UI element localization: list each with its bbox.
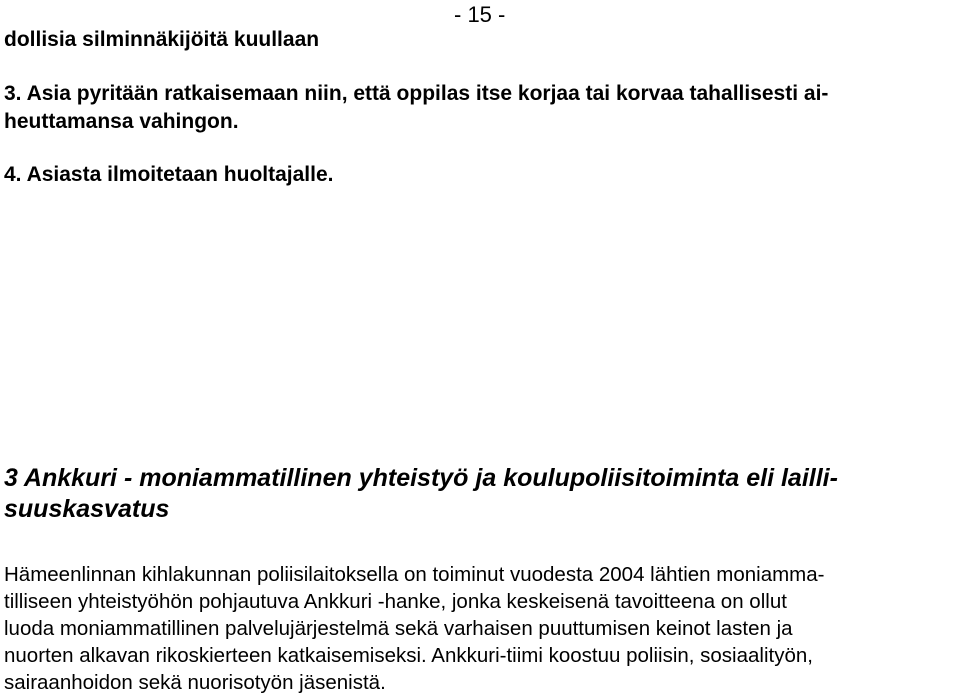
list-item-3-line-1: 3. Asia pyritään ratkaisemaan niin, että oppilas itse korjaa tai korvaa tahallisesti ai- bbox=[4, 82, 829, 105]
section-heading-line-1: 3 Ankkuri - moniammatillinen yhteistyö ja koulupoliisitoiminta eli lailli- bbox=[4, 464, 838, 492]
paragraph-line: tilliseen yhteistyöhön pohjautuva Ankkuri -hanke, jonka keskeisenä tavoitteena on ollut bbox=[4, 590, 787, 613]
paragraph-line: Hämeenlinnan kihlakunnan poliisilaitoksella on toiminut vuodesta 2004 lähtien moniamma- bbox=[4, 563, 825, 586]
paragraph-line: luoda moniammatillinen palvelujärjestelmä sekä varhaisen puuttumisen keinot lasten ja bbox=[4, 617, 793, 640]
page-number: - 15 - bbox=[454, 2, 506, 27]
list-item-3-line-2: heuttamansa vahingon. bbox=[4, 110, 239, 133]
paragraph-line: nuorten alkavan rikoskierteen katkaisemiseksi. Ankkuri-tiimi koostuu poliisin, sosiaalityön, bbox=[4, 644, 813, 667]
section-heading-line-2: suuskasvatus bbox=[4, 495, 170, 523]
paragraph-line: sairaanhoidon sekä nuorisotyön jäsenistä. bbox=[4, 671, 386, 694]
list-item-4: 4. Asiasta ilmoitetaan huoltajalle. bbox=[4, 163, 334, 186]
continued-text-line: dollisia silminnäkijöitä kuullaan bbox=[4, 28, 320, 51]
